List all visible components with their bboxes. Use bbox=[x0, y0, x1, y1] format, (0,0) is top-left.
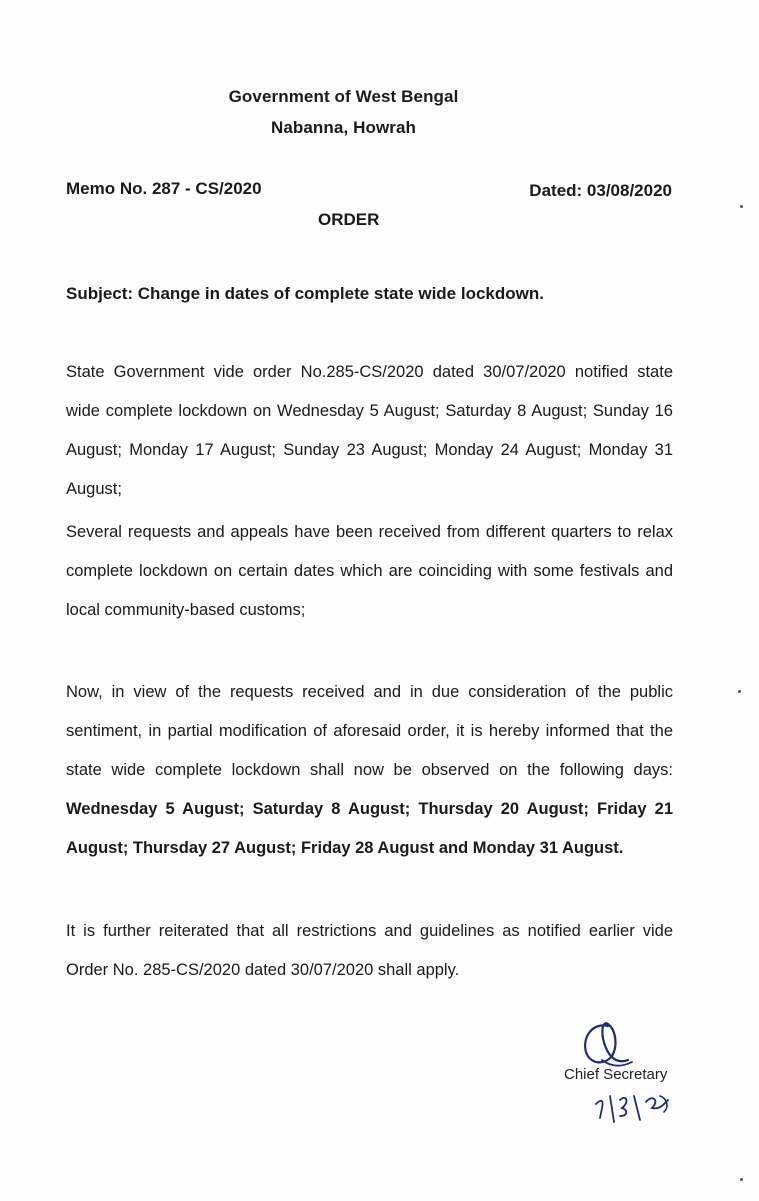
issuing-authority: Government of West Bengal bbox=[228, 87, 459, 106]
signatory-designation: Chief Secretary bbox=[564, 1066, 668, 1083]
scan-speck bbox=[740, 205, 743, 208]
issuing-address: Nabanna, Howrah bbox=[270, 118, 417, 137]
revised-lockdown-dates: Wednesday 5 August; Saturday 8 August; Thursday 20 August; Friday 21 August; Thursday 27 August; Friday 28 August and Monday 31 August. bbox=[66, 800, 673, 857]
paragraph-modification bbox=[66, 673, 673, 868]
paragraph-previous-order: State Government vide order No.285-CS/2020 dated 30/07/2020 notified state wide complete lockdown on Wednesday 5 August; Saturday 8 August; Sunday 16 August; Monday 17 August; Sunday 23 August; Monday 24 August; Monday 31 August; bbox=[66, 363, 673, 498]
paragraph-reiteration: It is further reiterated that all restrictions and guidelines as notified earlier vide Order No. 285-CS/2020 dated 30/07/2020 shall apply. bbox=[66, 922, 673, 979]
order-heading: ORDER bbox=[318, 210, 380, 229]
subject-line: Subject: Change in dates of complete state wide lockdown. bbox=[66, 284, 544, 303]
scan-speck bbox=[740, 1178, 743, 1181]
scan-speck bbox=[738, 690, 741, 693]
memo-date: Dated: 03/08/2020 bbox=[529, 181, 672, 200]
memo-number: Memo No. 287 - CS/2020 bbox=[66, 179, 262, 198]
paragraph-requests: Several requests and appeals have been received from different quarters to relax complete lockdown on certain dates which are coinciding with some festivals and local community-based customs; bbox=[66, 523, 673, 619]
modification-text: Now, in view of the requests received and in due consideration of the public sentiment, in partial modification of aforesaid order, it is hereby informed that the state wide complete lockdown shall now be observed on the following days: bbox=[66, 683, 673, 779]
